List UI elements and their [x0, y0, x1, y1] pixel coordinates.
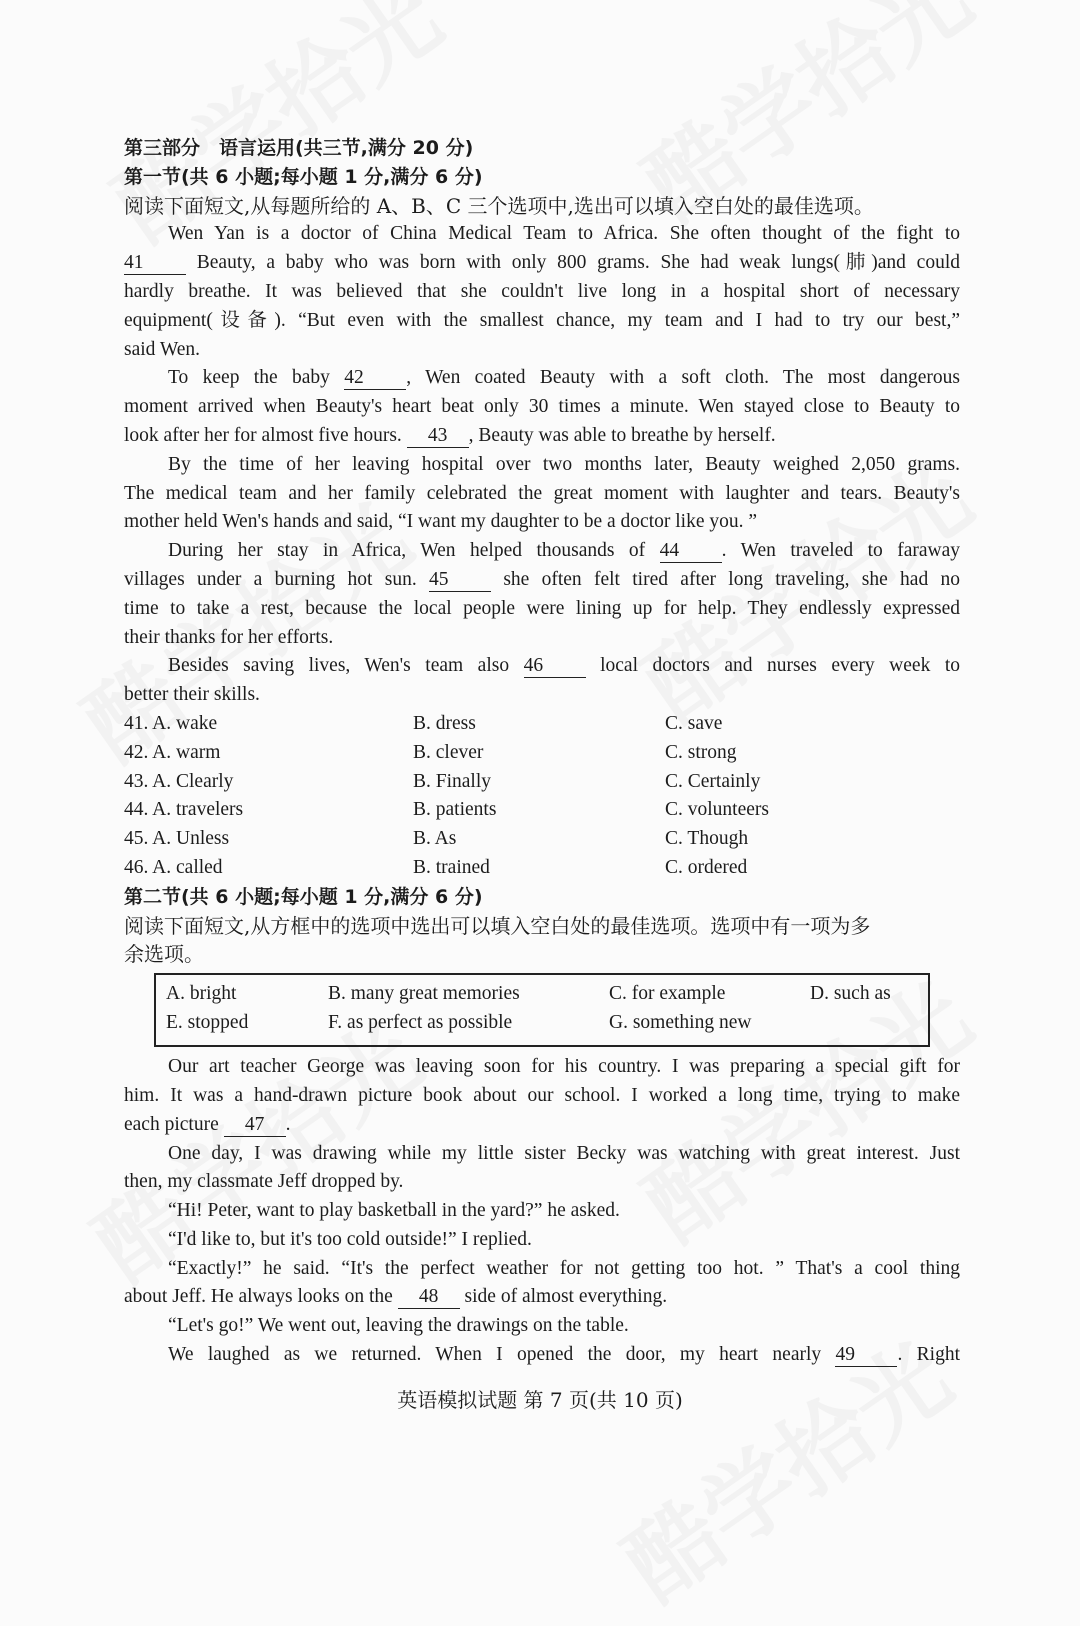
- passage-line: “Let's go!” We went out, leaving the drawings on the table.: [168, 1315, 629, 1337]
- option-c: C. Certainly: [665, 770, 761, 792]
- passage-line: then, my classmate Jeff dropped by.: [124, 1171, 404, 1193]
- box-option-d: D. such as: [810, 983, 891, 1005]
- option-a: 43. A. Clearly: [124, 770, 234, 792]
- passage-line: moment arrived when Beauty's heart beat only 30 times a minute. Wen stayed close to Beauty to: [124, 396, 960, 418]
- passage-2: [124, 1053, 960, 1370]
- options-box: [154, 973, 930, 1047]
- passage-line: villages under a burning hot sun. 45 she often felt tired after long traveling, she had no: [124, 568, 960, 590]
- passage-line: During her stay in Africa, Wen helped thousands of 44 . Wen traveled to faraway: [168, 540, 960, 562]
- passage-line: Wen Yan is a doctor of China Medical Team to Africa. She often thought of the fight to: [168, 223, 960, 245]
- blank-42: 42: [344, 367, 406, 390]
- option-c: C. ordered: [665, 856, 748, 878]
- box-option-c: C. for example: [609, 983, 726, 1005]
- box-option-e: E. stopped: [166, 1012, 249, 1034]
- box-option-f: F. as perfect as possible: [328, 1012, 513, 1034]
- blank-44: 44: [660, 540, 722, 563]
- passage-line: One day, I was drawing while my little sister Becky was watching with great interest. Just: [168, 1142, 960, 1164]
- passage-line: him. It was a hand-drawn picture book about our school. I worked a long time, trying to make: [124, 1084, 960, 1106]
- part-title: 第三部分 语言运用(共三节,满分 20 分): [124, 137, 474, 159]
- box-option-g: G. something new: [609, 1012, 752, 1034]
- section2-instruction: 阅读下面短文,从方框中的选项中选出可以填入空白处的最佳选项。选项中有一项为多: [124, 913, 871, 938]
- passage-line: equipment(设备). “But even with the smallest chance, my team and I had to try our best,”: [124, 309, 960, 331]
- question-row: [124, 854, 960, 883]
- passage-line: mother held Wen's hands and said, “I want my daughter to be a doctor like you. ”: [124, 511, 757, 533]
- question-list: [124, 710, 960, 883]
- blank-48: 48: [398, 1286, 460, 1309]
- section1-title: 第一节(共 6 小题;每小题 1 分,满分 6 分): [124, 165, 483, 188]
- page-footer: 英语模拟试题 第 7 页(共 10 页): [397, 1388, 683, 1412]
- passage-line: We laughed as we returned. When I opened the door, my heart nearly 49 . Right: [168, 1344, 961, 1366]
- option-a: 42. A. warm: [124, 741, 221, 763]
- option-c: C. strong: [665, 741, 737, 763]
- question-row: [124, 796, 960, 825]
- question-row: [124, 739, 960, 768]
- passage-line: Besides saving lives, Wen's team also 46 local doctors and nurses every week to: [168, 655, 960, 677]
- passage-line: By the time of her leaving hospital over two months later, Beauty weighed 2,050 grams.: [168, 453, 960, 475]
- question-row: [124, 768, 960, 797]
- blank-45: 45: [429, 569, 491, 592]
- option-a: 45. A. Unless: [124, 828, 230, 850]
- section1-instruction: 阅读下面短文,从每题所给的 A、B、C 三个选项中,选出可以填入空白处的最佳选项。: [124, 193, 874, 218]
- passage-1: [124, 220, 960, 710]
- passage-line: said Wen.: [124, 338, 201, 360]
- option-b: B. As: [413, 828, 457, 850]
- question-row: [124, 825, 960, 854]
- passage-line: hardly breathe. It was believed that she couldn't live long in a hospital short of necessary: [124, 280, 960, 302]
- blank-43: 43: [407, 425, 469, 448]
- option-b: B. trained: [413, 856, 490, 878]
- blank-49: 49: [835, 1344, 897, 1367]
- option-c: C. Though: [665, 828, 749, 850]
- section2-title: 第二节(共 6 小题;每小题 1 分,满分 6 分): [124, 885, 483, 908]
- passage-line: time to take a rest, because the local people were lining up for help. They endlessly expressed: [124, 597, 960, 619]
- option-a: 44. A. travelers: [124, 799, 244, 821]
- passage-line: look after her for almost five hours. 43 , Beauty was able to breathe by herself.: [124, 424, 776, 446]
- option-c: C. save: [665, 712, 723, 734]
- exam-page: [124, 134, 960, 1370]
- blank-46: 46: [524, 655, 586, 678]
- question-row: [124, 710, 960, 739]
- passage-line: their thanks for her efforts.: [124, 626, 334, 648]
- blank-47: 47: [224, 1114, 286, 1137]
- option-c: C. volunteers: [665, 799, 769, 821]
- option-b: B. Finally: [413, 770, 492, 792]
- passage-line: “Hi! Peter, want to play basketball in the yard?” he asked.: [168, 1200, 620, 1222]
- passage-line: “I'd like to, but it's too cold outside!” I replied.: [168, 1228, 532, 1250]
- passage-line: 41 Beauty, a baby who was born with only 800 grams. She had weak lungs(肺)and could: [124, 252, 960, 274]
- passage-line: Our art teacher George was leaving soon for his country. I was preparing a special gift for: [168, 1056, 960, 1078]
- passage-line: about Jeff. He always looks on the 48 side of almost everything.: [124, 1286, 668, 1308]
- passage-line: better their skills.: [124, 684, 260, 706]
- option-a: 41. A. wake: [124, 712, 218, 734]
- passage-line: To keep the baby 42 , Wen coated Beauty with a soft cloth. The most dangerous: [168, 367, 961, 389]
- passage-line: each picture 47 .: [124, 1113, 291, 1135]
- passage-line: “Exactly!” he said. “It's the perfect weather for not getting too hot. ” That's a cool thing: [168, 1257, 960, 1279]
- section2-instruction: 余选项。: [124, 942, 204, 967]
- box-option-a: A. bright: [166, 983, 237, 1005]
- blank-41: 41: [124, 252, 186, 275]
- option-a: 46. A. called: [124, 856, 223, 878]
- box-option-b: B. many great memories: [328, 983, 520, 1005]
- option-b: B. patients: [413, 799, 497, 821]
- passage-line: The medical team and her family celebrated the great moment with laughter and tears. Beauty's: [124, 482, 960, 504]
- option-b: B. dress: [413, 712, 476, 734]
- option-b: B. clever: [413, 741, 484, 763]
